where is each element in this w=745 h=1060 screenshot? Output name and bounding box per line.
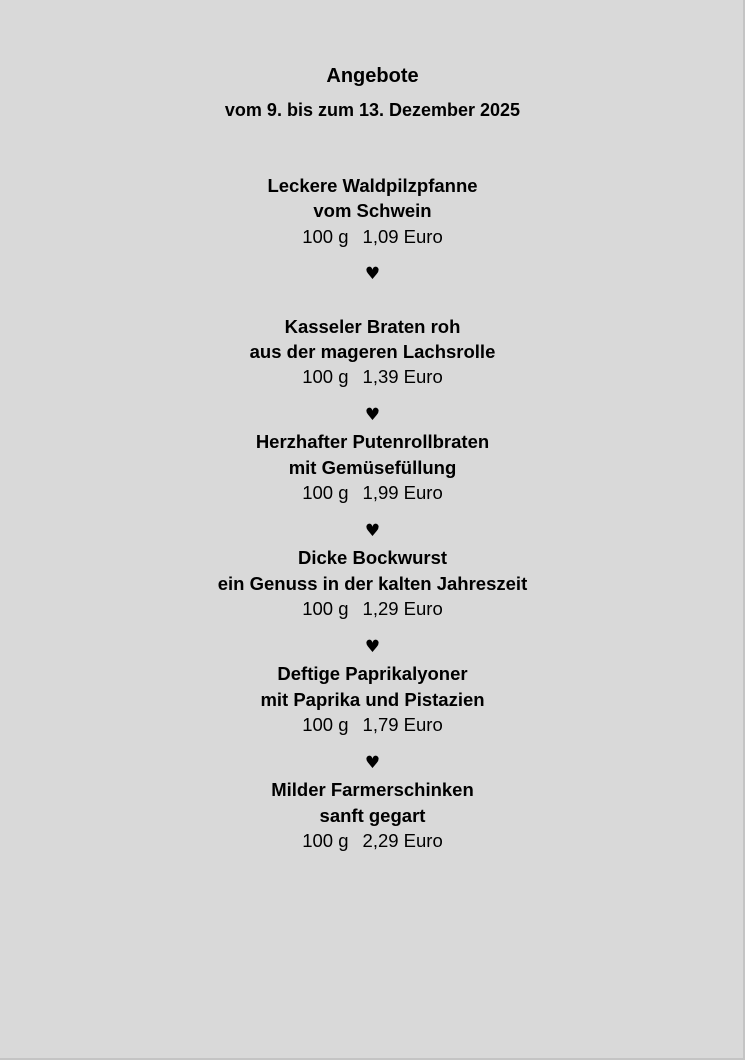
offer-price-line xyxy=(0,716,745,735)
offer-quantity: 100 g xyxy=(302,482,349,503)
date-range: vom 9. bis zum 13. Dezember 2025 xyxy=(224,100,521,120)
offer-name: Leckere Waldpilzpfanne xyxy=(267,175,478,196)
offer-quantity: 100 g xyxy=(302,366,349,387)
offer-description: aus der mageren Lachsrolle xyxy=(249,341,496,362)
heart-separator-icon: ♥ xyxy=(364,637,381,657)
heart-separator-icon: ♥ xyxy=(364,405,381,425)
offer-quantity: 100 g xyxy=(302,226,349,247)
offer-description: ein Genuss in der kalten Jahreszeit xyxy=(217,573,528,594)
offer-quantity: 100 g xyxy=(302,598,349,619)
offer-price: 2,29 Euro xyxy=(362,830,443,851)
offer-description: vom Schwein xyxy=(313,200,432,221)
offer-description: mit Paprika und Pistazien xyxy=(260,689,485,710)
page-title: Angebote xyxy=(326,65,419,87)
offer-price: 1,09 Euro xyxy=(362,226,443,247)
offer-price: 1,99 Euro xyxy=(362,482,443,503)
heart-separator-icon: ♥ xyxy=(364,264,381,284)
offer-quantity: 100 g xyxy=(302,830,349,851)
offer-price: 1,39 Euro xyxy=(362,366,443,387)
offer-name: Herzhafter Putenrollbraten xyxy=(255,431,490,452)
offer-price-line xyxy=(0,484,745,503)
offer-price: 1,29 Euro xyxy=(362,598,443,619)
offer-quantity: 100 g xyxy=(302,714,349,735)
offer-price-line xyxy=(0,832,745,851)
offer-description: mit Gemüsefüllung xyxy=(288,457,457,478)
offer-name: Dicke Bockwurst xyxy=(297,547,448,568)
offer-price-line xyxy=(0,228,745,247)
offer-description: sanft gegart xyxy=(319,805,426,826)
offer-name: Deftige Paprikalyoner xyxy=(277,663,468,684)
offer-price-line xyxy=(0,368,745,387)
offer-price: 1,79 Euro xyxy=(362,714,443,735)
heart-separator-icon: ♥ xyxy=(364,521,381,541)
offer-name: Kasseler Braten roh xyxy=(284,316,461,337)
heart-separator-icon: ♥ xyxy=(364,753,381,773)
offer-price-line xyxy=(0,600,745,619)
offer-name: Milder Farmerschinken xyxy=(271,779,474,800)
